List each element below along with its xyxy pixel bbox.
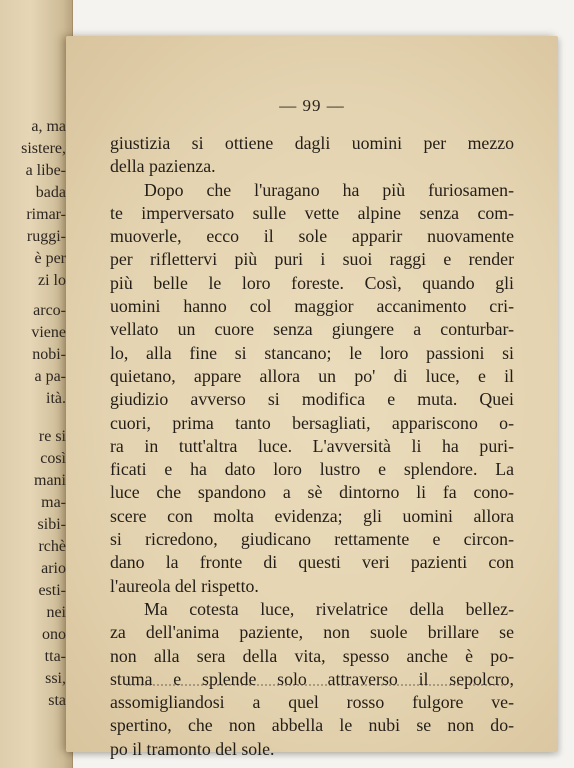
left-page-fragment: così bbox=[40, 450, 66, 467]
text-line: stuma e splende solo attraverso il sepolcro, bbox=[110, 668, 514, 689]
left-page-fragment: viene bbox=[31, 324, 66, 341]
page-text bbox=[110, 132, 514, 761]
left-page-fragment: a, ma bbox=[31, 118, 66, 135]
left-page-fragment: ario bbox=[41, 560, 66, 577]
left-page-fragment: è per bbox=[34, 250, 66, 267]
left-page-fragment: sta bbox=[48, 692, 66, 709]
text-line: lo, alla fine si stancano; le loro passioni si bbox=[110, 342, 514, 363]
left-page-fragment: ità. bbox=[46, 390, 66, 407]
bottom-rule bbox=[126, 684, 506, 688]
left-page-fragment: ma- bbox=[41, 494, 66, 511]
text-line: te imperversato sulle vette alpine senza com- bbox=[110, 202, 514, 223]
left-page-fragment: tta- bbox=[44, 648, 66, 665]
text-line: dano la fronte di questi veri pazienti con bbox=[110, 552, 514, 573]
text-line: per riflettervi più puri i suoi raggi e render bbox=[110, 249, 514, 270]
text-line: giudizio avverso si modifica e muta. Quei bbox=[110, 389, 514, 410]
left-page-fragment: re si bbox=[38, 428, 66, 445]
text-line: vellato un cuore senza giungere a conturbar- bbox=[110, 319, 514, 340]
left-page-fragment: ono bbox=[42, 626, 66, 643]
text-line: cuori, prima tanto bersagliati, appariscono o- bbox=[110, 412, 514, 433]
left-page-fragment: mani bbox=[34, 472, 66, 489]
left-page-fragment: a pa- bbox=[34, 368, 66, 385]
book-page bbox=[66, 36, 558, 759]
left-page-fragment: ssi, bbox=[45, 670, 66, 687]
text-line: luce che spandono a sè dintorno li fa cono- bbox=[110, 482, 514, 503]
left-page-fragment: nei bbox=[46, 604, 66, 621]
text-line: della pazienza. bbox=[110, 156, 216, 177]
text-line: po il tramonto del sole. bbox=[110, 738, 275, 759]
left-page-fragment: zi lo bbox=[38, 272, 66, 289]
left-page-fragment: a libe- bbox=[25, 162, 66, 179]
left-page-edge bbox=[0, 0, 73, 768]
text-line: muoverle, ecco il sole apparir nuovamente bbox=[110, 226, 514, 247]
text-line: Ma cotesta luce, rivelatrice della bellez- bbox=[144, 598, 514, 619]
left-page-fragment: rchè bbox=[38, 538, 66, 555]
page-number: — 99 — bbox=[279, 96, 345, 115]
left-page-fragment: bada bbox=[35, 184, 66, 201]
text-line: assomigliandosi a quel rosso fulgore ve- bbox=[110, 692, 514, 713]
left-page-fragment: arco- bbox=[33, 302, 66, 319]
text-line: ficati e ha dato loro lustro e splendore. La bbox=[110, 459, 514, 480]
left-page-fragment: sibi- bbox=[37, 516, 66, 533]
text-line: uomini hanno col maggior accanimento cri- bbox=[110, 296, 514, 317]
left-page-fragment: nobi- bbox=[32, 346, 66, 363]
text-line: ra in tutt'altra luce. L'avversità li ha puri- bbox=[110, 435, 514, 456]
left-page-fragment: sistere, bbox=[21, 140, 66, 157]
text-line: più belle le loro foreste. Così, quando gli bbox=[110, 272, 514, 293]
left-page-fragment: ruggi- bbox=[26, 228, 66, 245]
text-line: za dell'anima paziente, non suole brillare se bbox=[110, 622, 514, 643]
text-line: quietano, appare allora un po' di luce, e il bbox=[110, 365, 514, 386]
text-line: spertino, che non abbella le nubi se non do- bbox=[110, 715, 514, 736]
text-line: l'aureola del rispetto. bbox=[110, 575, 259, 596]
text-line: Dopo che l'uragano ha più furiosamen- bbox=[144, 179, 514, 200]
text-line: giustizia si ottiene dagli uomini per mezzo bbox=[110, 133, 514, 153]
left-page-fragment: rimar- bbox=[26, 206, 66, 223]
text-line: scere con molta evidenza; gli uomini allora bbox=[110, 505, 514, 526]
text-line: non alla sera della vita, spesso anche è po- bbox=[110, 645, 514, 666]
text-line: si ricredono, giudicano rettamente e circon- bbox=[110, 529, 514, 550]
left-page-fragment: esti- bbox=[38, 582, 66, 599]
